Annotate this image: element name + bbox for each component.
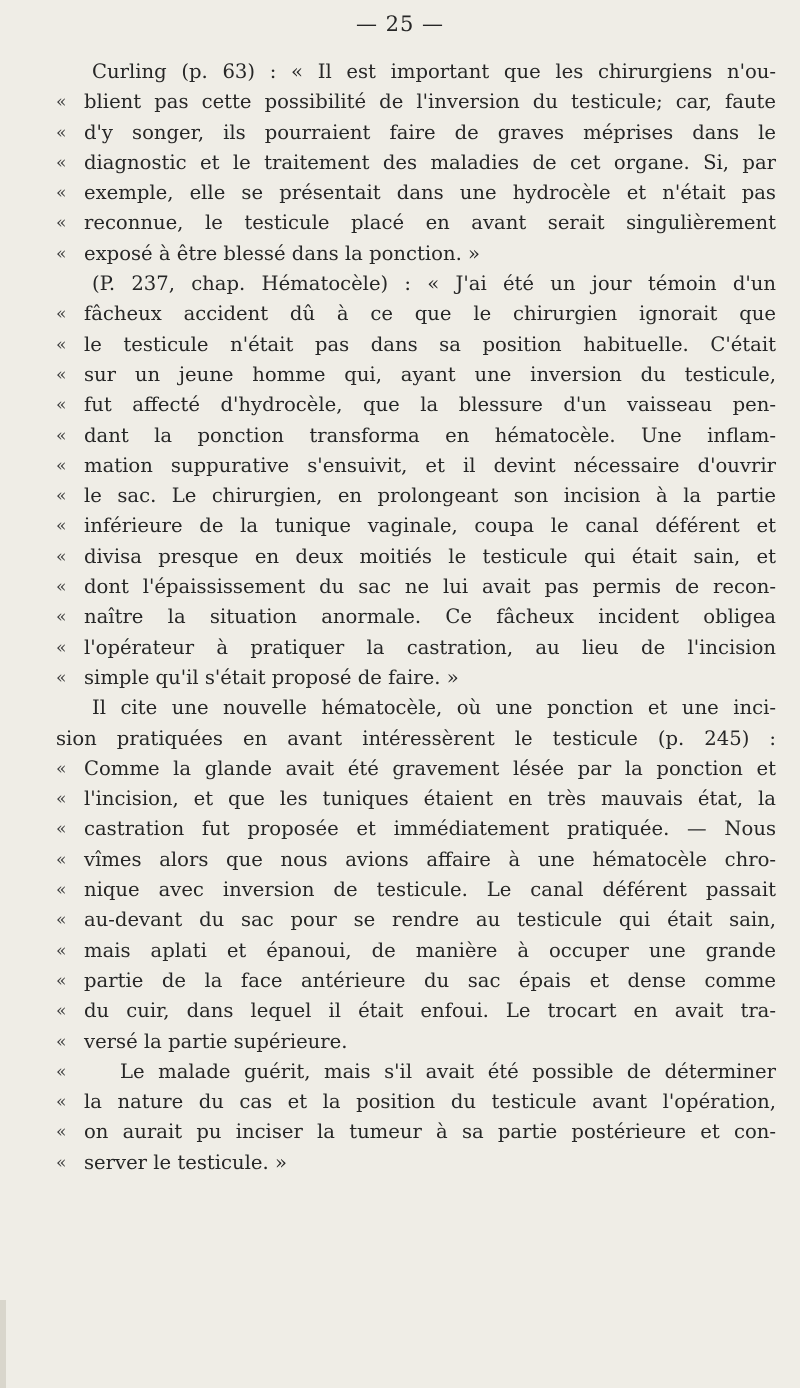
quote-mark: « [56, 152, 67, 173]
quote-mark: « [56, 789, 67, 810]
text-line [56, 966, 776, 996]
text-line [56, 814, 776, 844]
line-text: blient pas cette possibilité de l'inversion du testicule; car, faute [84, 90, 776, 114]
quote-mark: « [56, 940, 67, 961]
text-line [56, 936, 776, 966]
quote-mark: « [56, 577, 67, 598]
line-text: dant la ponction transforma en hématocèle. Une inflam- [84, 423, 776, 447]
line-text: castration fut proposée et immédiatement pratiquée. — Nous [84, 817, 776, 841]
text-line [56, 905, 776, 935]
line-text: versé la partie supérieure. [84, 1029, 348, 1053]
line-text: le sac. Le chirurgien, en prolongeant son incision à la partie [84, 484, 776, 508]
quote-mark: « [56, 425, 67, 446]
text-line [56, 1027, 776, 1057]
quote-mark: « [56, 304, 67, 325]
quote-mark: « [56, 395, 67, 416]
quote-mark: « [56, 364, 67, 385]
text-line [56, 148, 776, 178]
text-line [56, 724, 776, 754]
text-line [56, 511, 776, 541]
text-line [56, 451, 776, 481]
line-text: Comme la glande avait été gravement lésée par la ponction et [84, 756, 776, 780]
quote-mark: « [56, 1061, 67, 1082]
line-text: fut affecté d'hydrocèle, que la blessure d'un vaisseau pen- [84, 393, 776, 417]
quote-mark: « [56, 122, 67, 143]
quote-mark: « [56, 546, 67, 567]
text-line [56, 118, 776, 148]
line-text: naître la situation anormale. Ce fâcheux incident obligea [84, 605, 776, 629]
text-line [56, 1148, 776, 1178]
line-text: server le testicule. » [84, 1150, 287, 1174]
line-text: simple qu'il s'était proposé de faire. » [84, 665, 459, 689]
line-text: Curling (p. 63) : « Il est important que les chirurgiens n'ou- [92, 60, 776, 83]
text-line [56, 572, 776, 602]
line-text: le testicule n'était pas dans sa position habituelle. C'était [84, 332, 776, 356]
text-line [56, 299, 776, 329]
line-text: on aurait pu inciser la tumeur à sa partie postérieure et con- [84, 1120, 776, 1144]
text-line [56, 1117, 776, 1147]
text-line [56, 239, 776, 269]
text-line [56, 784, 776, 814]
text-line [56, 1087, 776, 1117]
line-text: la nature du cas et la position du testicule avant l'opération, [84, 1090, 776, 1114]
line-text: divisa presque en deux moitiés le testicule qui était sain, et [84, 544, 776, 568]
line-text: (P. 237, chap. Hématocèle) : « J'ai été un jour témoin d'un [92, 272, 776, 296]
line-text: inférieure de la tunique vaginale, coupa le canal déférent et [84, 514, 776, 538]
text-line [56, 178, 776, 208]
line-text: au-devant du sac pour se rendre au testicule qui était sain, [84, 908, 776, 932]
text-line [56, 57, 776, 87]
quote-mark: « [56, 819, 67, 840]
text-line [56, 663, 776, 693]
body-text [56, 57, 776, 1178]
line-text: dont l'épaississement du sac ne lui avait pas permis de recon- [84, 575, 776, 599]
line-text: reconnue, le testicule placé en avant serait singulièrement [84, 211, 776, 235]
quote-mark: « [56, 910, 67, 931]
line-text: Le malade guérit, mais s'il avait été possible de déterminer [120, 1059, 776, 1083]
line-text: nique avec inversion de testicule. Le canal déférent passait [84, 878, 776, 902]
quote-mark: « [56, 758, 67, 779]
quote-mark: « [56, 455, 67, 476]
quote-mark: « [56, 849, 67, 870]
line-text: du cuir, dans lequel il était enfoui. Le trocart en avait tra- [84, 999, 776, 1023]
line-text: partie de la face antérieure du sac épais et dense comme [84, 968, 776, 992]
text-line [56, 542, 776, 572]
line-text: vîmes alors que nous avions affaire à une hématocèle chro- [84, 847, 776, 871]
line-text: mais aplati et épanoui, de manière à occuper une grande [84, 938, 776, 962]
text-line [56, 996, 776, 1026]
quote-mark: « [56, 516, 67, 537]
text-line [56, 1057, 776, 1087]
text-line [56, 693, 776, 723]
line-text: l'opérateur à pratiquer la castration, au lieu de l'incision [84, 635, 776, 659]
text-line [56, 754, 776, 784]
line-text: d'y songer, ils pourraient faire de graves méprises dans le [84, 120, 776, 144]
quote-mark: « [56, 183, 67, 204]
quote-mark: « [56, 607, 67, 628]
text-line [56, 875, 776, 905]
binding-edge [0, 1300, 6, 1388]
quote-mark: « [56, 1001, 67, 1022]
line-text: exemple, elle se présentait dans une hydrocèle et n'était pas [84, 181, 776, 205]
text-line [56, 421, 776, 451]
quote-mark: « [56, 637, 67, 658]
quote-mark: « [56, 92, 67, 113]
quote-mark: « [56, 243, 67, 264]
text-line [56, 330, 776, 360]
quote-mark: « [56, 213, 67, 234]
line-text: sion pratiquées en avant intéressèrent le testicule (p. 245) : [56, 726, 776, 750]
line-text: mation suppurative s'ensuivit, et il devint nécessaire d'ouvrir [84, 453, 776, 477]
quote-mark: « [56, 1122, 67, 1143]
line-text: Il cite une nouvelle hématocèle, où une ponction et une inci- [92, 696, 776, 720]
quote-mark: « [56, 880, 67, 901]
quote-mark: « [56, 970, 67, 991]
text-line [56, 633, 776, 663]
text-line [56, 845, 776, 875]
quote-mark: « [56, 667, 67, 688]
text-line [56, 269, 776, 299]
quote-mark: « [56, 334, 67, 355]
line-text: sur un jeune homme qui, ayant une inversion du testicule, [84, 362, 776, 386]
text-line [56, 390, 776, 420]
quote-mark: « [56, 486, 67, 507]
quote-mark: « [56, 1031, 67, 1052]
text-line [56, 481, 776, 511]
page-number: — 25 — [355, 12, 445, 36]
text-line [56, 208, 776, 238]
line-text: l'incision, et que les tuniques étaient en très mauvais état, la [84, 787, 776, 811]
quote-mark: « [56, 1092, 67, 1113]
line-text: exposé à être blessé dans la ponction. » [84, 241, 481, 265]
quote-mark: « [56, 1152, 67, 1173]
line-text: fâcheux accident dû à ce que le chirurgien ignorait que [84, 302, 776, 326]
text-line [56, 360, 776, 390]
line-text: diagnostic et le traitement des maladies de cet organe. Si, par [84, 150, 776, 174]
text-line [56, 87, 776, 117]
text-line [56, 602, 776, 632]
